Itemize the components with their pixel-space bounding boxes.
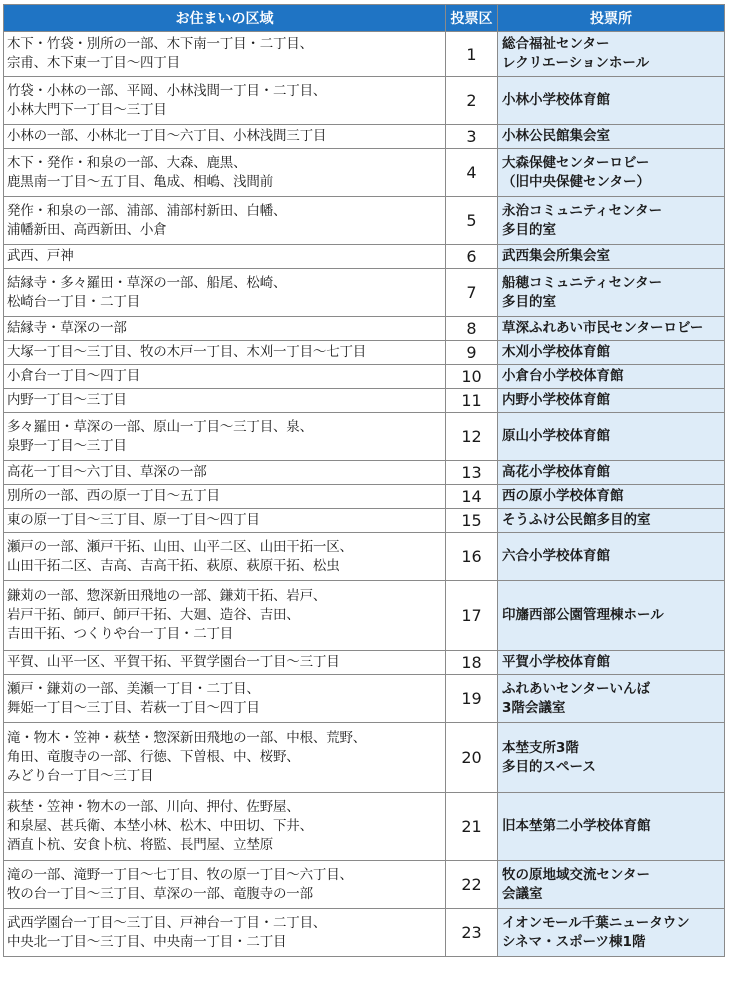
- area-line: 内野一丁目〜三丁目: [7, 392, 127, 408]
- table-row: [4, 317, 725, 341]
- polling-place-line: 西の原小学校体育館: [502, 488, 624, 504]
- area-line: 大塚一丁目〜三丁目、牧の木戸一丁目、木刈一丁目〜七丁目: [7, 344, 367, 360]
- polling-place-cell: [498, 793, 725, 861]
- table-row: [4, 341, 725, 365]
- area-line: 角田、竜腹寺の一部、行徳、下曽根、中、桜野、: [7, 749, 300, 765]
- area-line: 牧の台一丁目〜三丁目、草深の一部、竜腹寺の一部: [7, 885, 313, 902]
- polling-place-line: （旧中央保健センター）: [502, 173, 650, 190]
- area-line: 吉田干拓、つくりや台一丁目・二丁目: [7, 626, 234, 642]
- polling-place-line: 内野小学校体育館: [502, 392, 610, 408]
- polling-place-line: 武西集会所集会室: [502, 248, 610, 264]
- area-line: 和泉屋、甚兵衛、本埜小林、松木、中田切、下井、: [7, 818, 313, 834]
- polling-place-line: 多目的室: [502, 293, 556, 310]
- polling-place-line: 会議室: [502, 885, 543, 902]
- district-number-cell: 3: [446, 125, 498, 149]
- area-cell: [4, 675, 446, 723]
- table-row: [4, 723, 725, 793]
- polling-place-line: 3階会議室: [502, 699, 566, 716]
- polling-place-line: 総合福祉センター: [502, 36, 610, 52]
- table-row: [4, 413, 725, 461]
- area-cell: [4, 861, 446, 909]
- district-number-cell: 12: [446, 413, 498, 461]
- polling-station-table: [3, 4, 725, 957]
- polling-place-cell: [498, 413, 725, 461]
- district-number-cell: 2: [446, 77, 498, 125]
- area-cell: [4, 413, 446, 461]
- polling-place-cell: [498, 77, 725, 125]
- district-number-cell: 10: [446, 365, 498, 389]
- polling-place-line: 小林公民館集会室: [502, 128, 610, 144]
- area-line: 山田干拓二区、吉高、吉高干拓、萩原、萩原干拓、松虫: [7, 557, 340, 574]
- polling-place-cell: [498, 861, 725, 909]
- area-line: 鎌苅の一部、惣深新田飛地の一部、鎌苅干拓、岩戸、: [7, 588, 327, 604]
- polling-place-cell: [498, 581, 725, 651]
- polling-place-line: 原山小学校体育館: [502, 428, 610, 444]
- place-column-header: 投票所: [498, 5, 725, 32]
- district-number-cell: 21: [446, 793, 498, 861]
- polling-place-line: そうふけ公民館多目的室: [502, 512, 651, 528]
- polling-place-cell: [498, 245, 725, 269]
- district-number-cell: 6: [446, 245, 498, 269]
- table-row: [4, 149, 725, 197]
- polling-place-line: 平賀小学校体育館: [502, 654, 610, 670]
- area-line: 舞姫一丁目〜三丁目、若萩一丁目〜四丁目: [7, 699, 260, 716]
- area-cell: [4, 341, 446, 365]
- area-line: 発作・和泉の一部、浦部、浦部村新田、白幡、: [7, 202, 287, 219]
- polling-place-cell: [498, 365, 725, 389]
- district-number-cell: 4: [446, 149, 498, 197]
- area-cell: [4, 149, 446, 197]
- table-row: [4, 581, 725, 651]
- table-row: [4, 675, 725, 723]
- area-cell: [4, 909, 446, 957]
- polling-place-line: 旧本埜第二小学校体育館: [502, 818, 651, 834]
- area-line: 武西、戸神: [7, 248, 74, 264]
- polling-place-line: 六合小学校体育館: [502, 548, 610, 564]
- area-line: 滝・物木・笠神・萩埜・惣深新田飛地の一部、中根、荒野、: [7, 730, 367, 746]
- polling-place-line: イオンモール千葉ニュータウン: [502, 914, 690, 931]
- polling-place-cell: [498, 32, 725, 77]
- area-column-header: お住まいの区域: [4, 5, 446, 32]
- area-cell: [4, 533, 446, 581]
- table-row: [4, 909, 725, 957]
- district-column-header: 投票区: [446, 5, 498, 32]
- district-number-cell: 15: [446, 509, 498, 533]
- polling-place-cell: [498, 269, 725, 317]
- table-row: [4, 485, 725, 509]
- area-line: 多々羅田・草深の一部、原山一丁目〜三丁目、泉、: [7, 418, 313, 435]
- area-cell: [4, 32, 446, 77]
- district-number-cell: 1: [446, 32, 498, 77]
- area-line: 瀬戸の一部、瀬戸干拓、山田、山平二区、山田干拓一区、: [7, 538, 353, 555]
- district-number-cell: 9: [446, 341, 498, 365]
- area-cell: [4, 317, 446, 341]
- district-number-cell: 19: [446, 675, 498, 723]
- district-number-cell: 22: [446, 861, 498, 909]
- polling-place-line: 永治コミュニティセンター: [502, 202, 663, 219]
- area-line: 木下・竹袋・別所の一部、木下南一丁目・二丁目、: [7, 36, 313, 52]
- table-row: [4, 461, 725, 485]
- polling-place-cell: [498, 533, 725, 581]
- header-row: [4, 5, 725, 32]
- area-line: 結縁寺・草深の一部: [7, 320, 127, 336]
- area-cell: [4, 485, 446, 509]
- polling-place-cell: [498, 651, 725, 675]
- area-cell: [4, 461, 446, 485]
- area-cell: [4, 125, 446, 149]
- area-cell: [4, 269, 446, 317]
- table-row: [4, 32, 725, 77]
- polling-place-cell: [498, 675, 725, 723]
- polling-place-cell: [498, 723, 725, 793]
- area-cell: [4, 509, 446, 533]
- polling-place-line: 大森保健センターロビー: [502, 154, 650, 171]
- area-line: みどり台一丁目〜三丁目: [7, 768, 154, 784]
- table-row: [4, 77, 725, 125]
- district-number-cell: 5: [446, 197, 498, 245]
- area-line: 別所の一部、西の原一丁目〜五丁目: [7, 488, 220, 504]
- table-row: [4, 533, 725, 581]
- area-cell: [4, 245, 446, 269]
- area-line: 平賀、山平一区、平賀干拓、平賀学園台一丁目〜三丁目: [7, 654, 340, 670]
- area-line: 木下・発作・和泉の一部、大森、鹿黒、: [7, 154, 247, 171]
- area-cell: [4, 793, 446, 861]
- area-cell: [4, 389, 446, 413]
- district-number-cell: 13: [446, 461, 498, 485]
- area-line: 瀬戸・鎌苅の一部、美瀬一丁目・二丁目、: [7, 680, 260, 697]
- table-row: [4, 651, 725, 675]
- area-line: 岩戸干拓、師戸、師戸干拓、大廻、造谷、吉田、: [7, 607, 300, 623]
- polling-place-line: 小倉台小学校体育館: [502, 368, 624, 384]
- district-number-cell: 8: [446, 317, 498, 341]
- district-number-cell: 11: [446, 389, 498, 413]
- area-line: 小林の一部、小林北一丁目〜六丁目、小林浅間三丁目: [7, 128, 327, 144]
- polling-place-cell: [498, 149, 725, 197]
- polling-place-line: 小林小学校体育館: [502, 92, 610, 108]
- polling-place-cell: [498, 509, 725, 533]
- district-number-cell: 20: [446, 723, 498, 793]
- polling-place-cell: [498, 341, 725, 365]
- area-line: 竹袋・小林の一部、平岡、小林浅間一丁目・二丁目、: [7, 82, 327, 99]
- polling-place-cell: [498, 461, 725, 485]
- table-row: [4, 389, 725, 413]
- polling-place-cell: [498, 125, 725, 149]
- area-line: 松崎台一丁目・二丁目: [7, 293, 140, 310]
- area-line: 高花一丁目〜六丁目、草深の一部: [7, 464, 207, 480]
- district-number-cell: 14: [446, 485, 498, 509]
- polling-place-line: 牧の原地域交流センター: [502, 866, 650, 883]
- polling-place-cell: [498, 317, 725, 341]
- polling-place-line: シネマ・スポーツ棟1階: [502, 933, 646, 950]
- area-line: 小林大門下一丁目〜三丁目: [7, 101, 167, 118]
- table-row: [4, 269, 725, 317]
- district-number-cell: 23: [446, 909, 498, 957]
- table-row: [4, 125, 725, 149]
- area-cell: [4, 77, 446, 125]
- polling-place-line: 高花小学校体育館: [502, 464, 610, 480]
- polling-place-cell: [498, 197, 725, 245]
- area-line: 東の原一丁目〜三丁目、原一丁目〜四丁目: [7, 512, 260, 528]
- polling-place-line: 多目的室: [502, 221, 556, 238]
- polling-place-cell: [498, 485, 725, 509]
- area-cell: [4, 723, 446, 793]
- polling-place-line: 船穂コミュニティセンター: [502, 274, 663, 291]
- polling-place-line: 木刈小学校体育館: [502, 344, 610, 360]
- polling-place-cell: [498, 909, 725, 957]
- area-cell: [4, 197, 446, 245]
- area-line: 鹿黒南一丁目〜五丁目、亀成、相嶋、浅間前: [7, 173, 273, 190]
- table-row: [4, 365, 725, 389]
- area-line: 宗甫、木下東一丁目〜四丁目: [7, 55, 180, 71]
- area-line: 中央北一丁目〜三丁目、中央南一丁目・二丁目: [7, 933, 287, 950]
- area-cell: [4, 365, 446, 389]
- polling-place-line: レクリエーションホール: [502, 55, 650, 71]
- district-number-cell: 16: [446, 533, 498, 581]
- table-row: [4, 509, 725, 533]
- area-cell: [4, 651, 446, 675]
- polling-place-line: 多目的スペース: [502, 758, 596, 775]
- polling-place-line: 草深ふれあい市民センターロビー: [502, 320, 704, 336]
- area-line: 萩埜・笠神・物木の一部、川向、押付、佐野屋、: [7, 799, 300, 815]
- district-number-cell: 18: [446, 651, 498, 675]
- area-line: 浦幡新田、高西新田、小倉: [7, 221, 167, 238]
- area-line: 酒直卜杭、安食卜杭、将監、長門屋、立埜原: [7, 837, 273, 853]
- district-number-cell: 17: [446, 581, 498, 651]
- area-line: 泉野一丁目〜三丁目: [7, 437, 127, 454]
- district-number-cell: 7: [446, 269, 498, 317]
- polling-place-line: ふれあいセンターいんば: [502, 680, 650, 697]
- area-cell: [4, 581, 446, 651]
- area-line: 武西学園台一丁目〜三丁目、戸神台一丁目・二丁目、: [7, 914, 327, 931]
- polling-place-line: 印旛西部公園管理棟ホール: [502, 607, 664, 623]
- area-line: 滝の一部、滝野一丁目〜七丁目、牧の原一丁目〜六丁目、: [7, 866, 353, 883]
- area-line: 小倉台一丁目〜四丁目: [7, 368, 140, 384]
- area-line: 結縁寺・多々羅田・草深の一部、船尾、松崎、: [7, 274, 287, 291]
- table-row: [4, 861, 725, 909]
- table-row: [4, 793, 725, 861]
- table-row: [4, 245, 725, 269]
- polling-place-cell: [498, 389, 725, 413]
- table-row: [4, 197, 725, 245]
- polling-place-line: 本埜支所3階: [502, 739, 579, 756]
